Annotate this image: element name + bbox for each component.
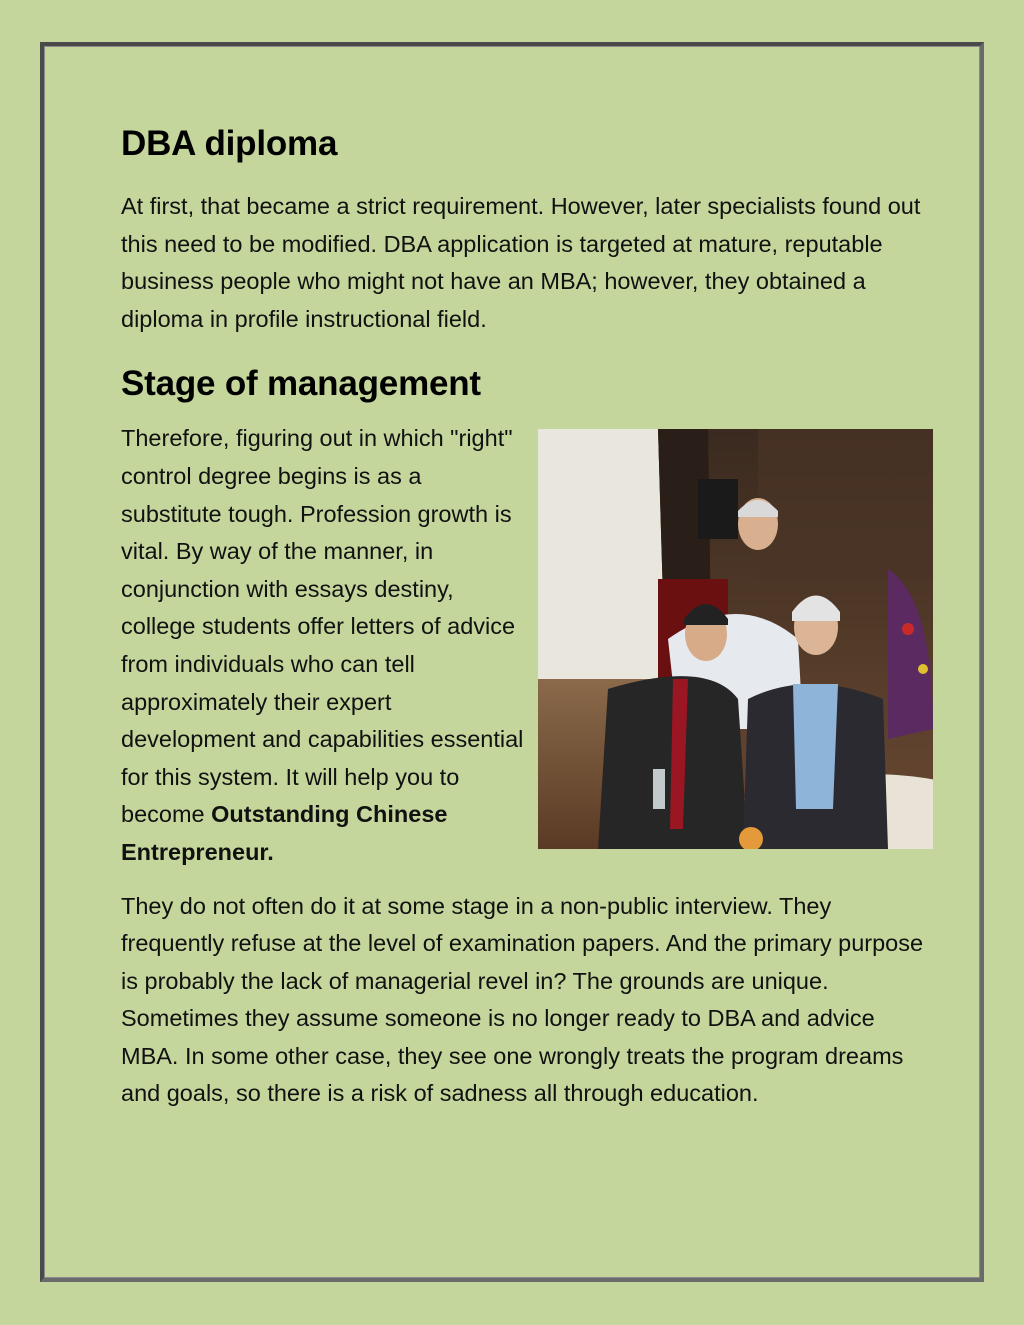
section-title-dba-diploma: DBA diploma <box>121 124 338 163</box>
section-body-dba-diploma: At first, that became a strict requirement. However, later specialists found out this need to be modified. DBA application is targeted at mature, reputable business people who might not have an MBA; however, they obtained a diploma in profile instructional field. <box>121 193 921 332</box>
event-photo <box>538 429 933 849</box>
section-title-stage-of-management: Stage of management <box>121 364 481 404</box>
bold-link-text: Outstanding Chinese Entrepreneur. <box>121 801 448 865</box>
section-body-conclusion: They do not often do it at some stage in a non-public interview. They frequently refuse at the level of examination papers. And the primary purpose is probably the lack of managerial revel in? The grounds are unique. Sometimes they assume someone is no longer ready to DBA and advice MBA. In some other case, they see one wrongly treats the program dreams and goals, so there is a risk of sadness all through education. <box>121 892 924 1107</box>
document-content <box>121 118 933 1113</box>
body-text: Therefore, figuring out in which "right" control degree begins is as a substitute tough. Profession growth is vital. By way of the manner, in conjunction with essays destiny, college students offer letters of advice from individuals who can tell approximately their expert development and capabilities essential for this system. It will help you to become <box>121 425 524 828</box>
section-stage-row <box>121 420 933 871</box>
section-body-stage-of-management <box>121 420 526 871</box>
